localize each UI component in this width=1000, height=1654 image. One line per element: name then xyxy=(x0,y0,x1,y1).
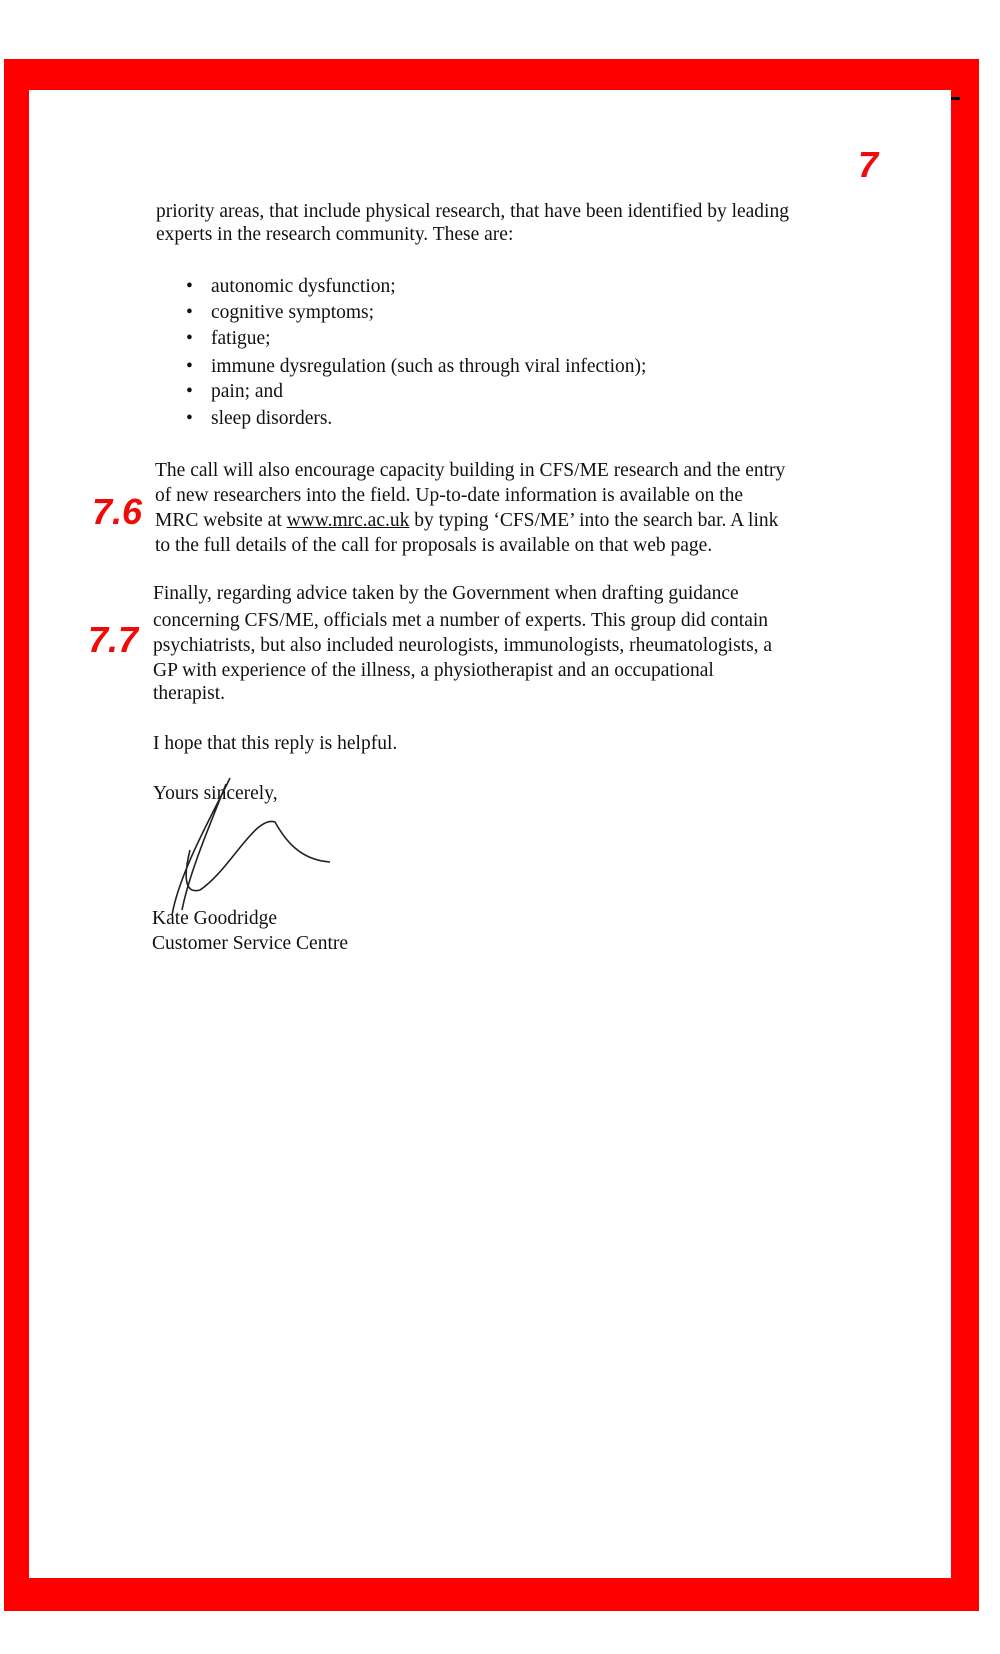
scan-mark xyxy=(951,97,960,100)
bullet-icon: • xyxy=(186,356,193,377)
list-item: fatigue; xyxy=(211,328,271,349)
paragraph-line: concerning CFS/ME, officials met a number of experts. This group did contain xyxy=(153,610,769,631)
list-item: sleep disorders. xyxy=(211,408,333,429)
intro-line: priority areas, that include physical research, that have been identified by leading xyxy=(156,201,789,222)
bullet-icon: • xyxy=(186,302,193,323)
paragraph-line: therapist. xyxy=(153,683,226,704)
text: by typing ‘CFS/ME’ into the search bar. A link xyxy=(409,510,779,531)
intro-line: experts in the research community. These are: xyxy=(156,224,514,245)
paragraph-line: to the full details of the call for proposals is available on that web page. xyxy=(155,535,713,556)
paragraph-line: GP with experience of the illness, a physiotherapist and an occupational xyxy=(153,660,714,681)
signer-name: Kate Goodridge xyxy=(152,908,278,929)
closing-line: I hope that this reply is helpful. xyxy=(153,733,398,754)
bullet-icon: • xyxy=(186,408,193,429)
bullet-icon: • xyxy=(186,328,193,349)
bullet-icon: • xyxy=(186,276,193,297)
signoff: Yours sincerely, xyxy=(153,783,278,804)
paragraph-line xyxy=(155,509,778,533)
paragraph-annotation-7-7: 7.7 xyxy=(88,619,139,660)
signer-department: Customer Service Centre xyxy=(152,933,349,954)
paragraph-line: of new researchers into the field. Up-to-date information is available on the xyxy=(155,485,744,506)
list-item: immune dysregulation (such as through viral infection); xyxy=(211,356,647,377)
signature xyxy=(160,770,340,930)
list-item: cognitive symptoms; xyxy=(211,302,375,323)
list-item: pain; and xyxy=(211,381,284,402)
mrc-website-link[interactable]: www.mrc.ac.uk xyxy=(286,510,410,531)
page-annotation: 7 xyxy=(858,144,879,185)
paragraph-annotation-7-6: 7.6 xyxy=(92,491,143,532)
list-item: autonomic dysfunction; xyxy=(211,276,396,297)
text: MRC website at xyxy=(155,510,287,531)
bullet-icon: • xyxy=(186,381,193,402)
paragraph-line: Finally, regarding advice taken by the Government when drafting guidance xyxy=(153,583,739,604)
paragraph-line: psychiatrists, but also included neurologists, immunologists, rheumatologists, a xyxy=(153,635,773,656)
paragraph-line: The call will also encourage capacity building in CFS/ME research and the entry xyxy=(155,460,786,481)
